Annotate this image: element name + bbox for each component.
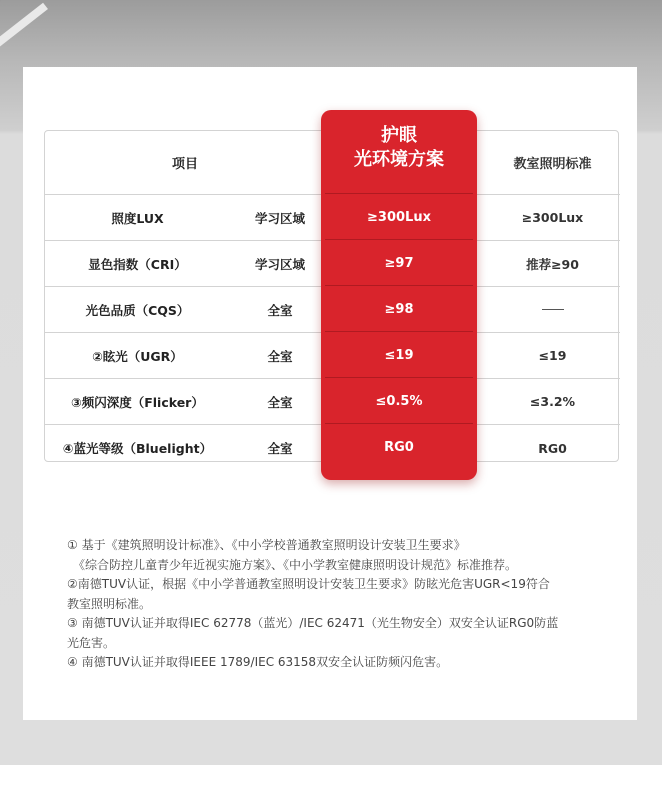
highlight-value: ≤19 xyxy=(384,347,414,363)
footnote-line: ① 基于《建筑照明设计标准》、《中小学校普通教室照明设计安装卫生要求》 xyxy=(67,538,466,552)
row-item: 照度LUX xyxy=(111,210,164,226)
highlight-title-line1: 护眼 xyxy=(381,125,417,146)
row-standard: 推荐≥90 xyxy=(526,256,579,272)
highlight-value: RG0 xyxy=(384,439,414,455)
row-area: 全室 xyxy=(267,394,293,410)
header-item: 项目 xyxy=(171,157,198,172)
footnotes xyxy=(67,536,607,673)
highlight-title xyxy=(321,124,477,172)
footnote-line: ④ 南德TUV认证并取得IEEE 1789/IEC 63158双安全认证防频闪危害。 xyxy=(67,655,449,669)
row-standard: RG0 xyxy=(538,440,567,456)
highlight-value: ≤0.5% xyxy=(375,393,423,409)
row-area: 全室 xyxy=(267,441,293,456)
header-standard: 教室照明标准 xyxy=(513,157,592,172)
row-standard: ≤19 xyxy=(538,348,567,363)
row-area: 学习区域 xyxy=(254,210,305,226)
footnote-line: 光危害。 xyxy=(67,635,116,650)
dash-mark xyxy=(542,309,564,310)
row-area: 全室 xyxy=(267,302,293,318)
row-item: 显色指数（CRI） xyxy=(88,256,187,272)
footnote-line: ③ 南德TUV认证并取得IEC 62778（蓝光）/IEC 62471（光生物安全）双安全认证RG0防蓝 xyxy=(67,616,559,630)
highlight-value: ≥98 xyxy=(384,301,414,317)
highlight-title-line2: 光环境方案 xyxy=(354,149,444,170)
row-standard: ≤3.2% xyxy=(529,394,576,409)
row-area: 全室 xyxy=(267,348,293,364)
row-item: 光色品质（CQS） xyxy=(85,302,190,318)
row-item: ②眩光（UGR） xyxy=(92,348,183,364)
row-area: 学习区域 xyxy=(254,256,305,272)
footnote-line: 《综合防控儿童青少年近视实施方案》、《中小学教室健康照明设计规范》标准推荐。 xyxy=(73,557,518,572)
footnote-line: ②南德TUV认证，根据《中小学普通教室照明设计安装卫生要求》防眩光危害UGR<19符合 xyxy=(67,577,550,591)
row-item: ④蓝光等级（Bluelight） xyxy=(62,441,213,456)
row-item: ③频闪深度（Flicker） xyxy=(71,394,204,410)
highlight-value: ≥300Lux xyxy=(367,209,431,225)
row-standard-dash xyxy=(485,287,620,332)
highlight-value: ≥97 xyxy=(384,255,414,271)
highlight-column xyxy=(321,110,477,480)
row-standard: ≥300Lux xyxy=(521,210,584,225)
footnote-line: 教室照明标准。 xyxy=(67,596,152,611)
